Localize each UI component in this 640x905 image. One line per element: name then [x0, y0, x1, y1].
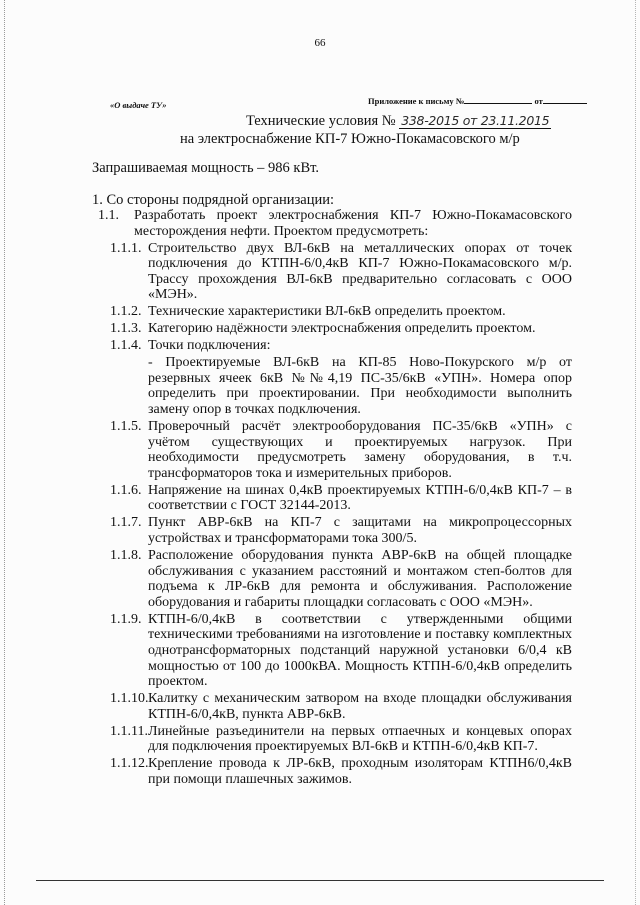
list-item — [92, 321, 572, 337]
item-text: Расположение оборудования пункта АВР-6кВ на общей площадке обслуживания с указанием расстояний и монтажом степ-болтов для подъема к ЛР-6кВ для ремонта и обслуживания. Расположение оборудования и габариты площадки согласовать с ООО «МЭН». — [148, 547, 572, 610]
left-margin-line — [4, 0, 5, 905]
item-text: КТПН-6/0,4кВ в соответствии с утвержденными общими техническими требованиями на изготовление и поставку комплектных однотрансформаторных подстанций наружной установки 6/0,4 кВ мощностью от 100 до 1000кВА. Мощность КТПН-6/0,4кВ определить проектом. — [148, 611, 572, 690]
item-text: Напряжение на шинах 0,4кВ проектируемых КТПН-6/0,4кВ КП-7 – в соответствии с ГОСТ 32144-2013. — [148, 482, 572, 514]
issued-label: «О выдаче ТУ» — [110, 100, 167, 110]
list-item — [92, 483, 572, 514]
item-text: Калитку с механическим затвором на входе площадки обслуживания КТПН-6/0,4кВ, пункта АВР-6кВ. — [148, 691, 572, 722]
list-item — [92, 355, 572, 417]
item-number: 1.1.12. — [110, 756, 149, 772]
appendix-from-label: от — [534, 96, 543, 106]
handwritten-number: 338-2015 от 23.11.2015 — [401, 113, 550, 128]
appendix-label: Приложение к письму № — [368, 96, 465, 106]
requirements-list — [92, 208, 572, 789]
list-item — [92, 691, 572, 722]
appendix-date-blank — [543, 95, 587, 104]
right-margin-line — [635, 0, 636, 905]
list-item — [92, 515, 572, 546]
item-number: 1.1.6. — [110, 482, 142, 498]
list-item — [92, 304, 572, 320]
title-prefix: Технические условия № — [246, 113, 396, 129]
appendix-reference — [368, 95, 587, 106]
item-text: Технические характеристики ВЛ-6кВ определить проектом. — [148, 304, 506, 320]
item-text: Разработать проект электроснабжения КП-7 Южно-Покамасовского месторождения нефти. Проектом предусмотреть: — [134, 208, 572, 239]
list-item — [92, 756, 572, 787]
item-text: Строительство двух ВЛ-6кВ на металлических опорах от точек подключения до КТПН-6/0,4кВ КП-7 Южно-Покамасовского м/р. Трассу прохождения ВЛ-6кВ предварительно согласовать с ООО «МЭН». — [148, 240, 572, 303]
document-subtitle: на электроснабжение КП-7 Южно-Покамасовского м/р — [180, 131, 520, 147]
list-item — [92, 208, 572, 239]
list-item — [92, 612, 572, 690]
item-number: 1.1.2. — [110, 304, 142, 320]
item-number: 1.1.10. — [110, 691, 149, 707]
item-number: 1.1.4. — [110, 338, 142, 354]
item-text: Крепление провода к ЛР-6кВ, проходным изоляторам КТПН6/0,4кВ при помощи плашечных зажимов. — [148, 756, 572, 787]
requested-power: Запрашиваемая мощность – 986 кВт. — [92, 160, 320, 176]
item-number: 1.1.9. — [110, 611, 142, 627]
list-item — [92, 241, 572, 303]
item-text: - Проектируемые ВЛ-6кВ на КП-85 Ново-Покурского м/р от резервных ячеек 6кВ №№4,19 ПС-35/6кВ «УПН». Номера опор определить при проектировании. При необходимости выполнить замену опор в точках подключения. — [148, 355, 572, 418]
page-number: 66 — [314, 37, 326, 49]
section-heading: 1. Со стороны подрядной организации: — [92, 192, 335, 208]
list-item — [92, 724, 572, 755]
item-number: 1.1.11. — [110, 723, 148, 739]
document-title — [246, 113, 551, 130]
item-text: Точки подключения: — [148, 338, 271, 354]
list-item — [92, 548, 572, 610]
item-text: Линейные разъединители на первых отпаечных и концевых опорах для подключения проектируемых ВЛ-6кВ и КТПН-6/0,4кВ КП-7. — [148, 723, 572, 755]
list-item — [92, 338, 572, 354]
item-text: Пункт АВР-6кВ на КП-7 с защитами на микропроцессорных устройствах и трансформаторами тока 300/5. — [148, 515, 572, 546]
item-number: 1.1.7. — [110, 515, 142, 531]
item-number: 1.1.3. — [110, 321, 142, 337]
list-item — [92, 419, 572, 481]
item-number: 1.1.8. — [110, 547, 142, 563]
item-text: Проверочный расчёт электрооборудования ПС-35/6кВ «УПН» с учётом существующих и проектируемых нагрузок. При необходимости предусмотреть замену оборудования, в т.ч. трансформаторов тока и измерительных приборов. — [148, 419, 572, 481]
item-number: 1.1.5. — [110, 419, 142, 435]
item-number: 1.1.1. — [110, 240, 142, 256]
item-number: 1.1. — [98, 208, 119, 223]
item-text: Категорию надёжности электроснабжения определить проектом. — [148, 321, 536, 337]
appendix-number-blank — [464, 95, 532, 104]
bottom-line — [36, 880, 604, 881]
